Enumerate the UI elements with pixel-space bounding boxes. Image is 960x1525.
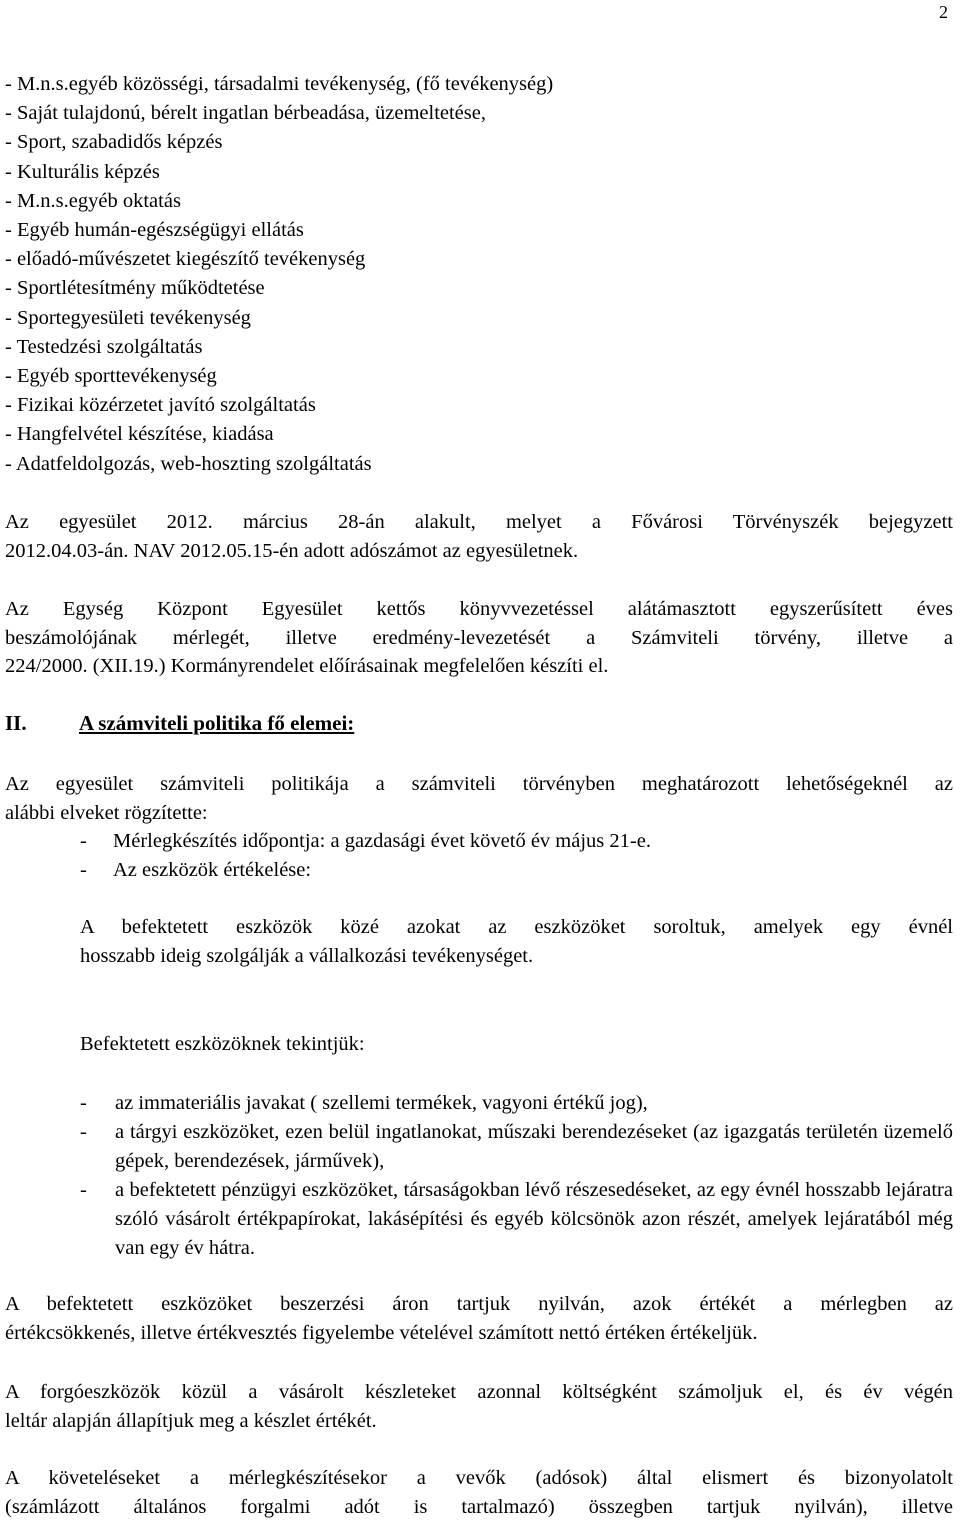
current-assets-paragraph [5, 1378, 953, 1435]
policy-intro [5, 770, 953, 827]
list-item: - Sportegyesületi tevékenység [5, 306, 251, 329]
list-item: - Kulturális képzés [5, 160, 160, 183]
list-item: - Egyéb sporttevékenység [5, 365, 217, 388]
paragraph-line: Az egyesület 2012. március 28-án alakult, melyet a Fővárosi Törvényszék bejegyzett [5, 511, 953, 533]
paragraph-line: A követeléseket a mérlegkészítésekor a vevők (adósok) által elismert és bizonyolatolt [5, 1467, 953, 1489]
receivables-paragraph [5, 1464, 953, 1521]
paragraph-line: hosszabb ideig szolgálják a vállalkozási tevékenységet. [80, 945, 534, 967]
activity-list [5, 70, 553, 479]
list-item [80, 1118, 953, 1176]
list-item: - Fizikai közérzetet javító szolgáltatás [5, 394, 316, 417]
valuation-paragraph [5, 1290, 953, 1347]
list-item [80, 1089, 953, 1118]
section-title: A számviteli politika fő elemei: [79, 711, 355, 735]
list-item-text: Mérlegkészítés időpontja: a gazdasági évet követő év május 21-e. [113, 830, 651, 852]
section-number: II. [5, 711, 27, 735]
paragraph-line: A befektetett eszközök közé azokat az eszközöket soroltuk, amelyek egy évnél [80, 916, 953, 938]
paragraph-line: (számlázott általános forgalmi adót is tartalmazó) összegben tartjuk nyilván), illetve [5, 1495, 953, 1518]
paragraph-line: Az egyesület számviteli politikája a számviteli törvényben meghatározott lehetőségeknél az [5, 773, 953, 795]
list-dash: - [80, 1179, 87, 1201]
list-dash: - [80, 1092, 87, 1114]
list-item [80, 1176, 953, 1263]
list-item: - előadó-művészetet kiegészítő tevékenység [5, 248, 366, 271]
paragraph-line: 224/2000. (XII.19.) Kormányrendelet előírásainak megfelelően készíti el. [5, 655, 609, 677]
section-heading [5, 711, 354, 736]
paragraph-line: leltár alapján állapítjuk meg a készlet értékét. [5, 1409, 377, 1432]
paragraph-line: 2012.04.03-án. NAV 2012.05.15-én adott adószámot az egyesületnek. [5, 539, 579, 562]
list-item-text: a befektetett pénzügyi eszközöket, társaságokban lévő részesedéseket, az egy évnél hosszabb lejáratra szóló vásárolt értékpapírokat, lakásépítési és egyéb kölcsönök azon részét, amelyek lejáratából még van egy év hátra. [115, 1179, 953, 1259]
asset-list [80, 1089, 953, 1263]
list-item: - M.n.s.egyéb oktatás [5, 189, 181, 212]
list-item: - Hangfelvétel készítése, kiadása [5, 423, 274, 446]
paragraph-line: értékcsökkenés, illetve értékvesztés figyelembe vételével számított nettó értéken értékeljük. [5, 1321, 758, 1344]
list-item: - Sport, szabadidős képzés [5, 131, 223, 154]
list-item: - Testedzési szolgáltatás [5, 335, 203, 358]
list-item: - Saját tulajdonú, bérelt ingatlan bérbeadása, üzemeltetése, [5, 102, 486, 125]
list-item-text: Az eszközök értékelése: [113, 859, 312, 881]
list-item: - Sportlétesítmény működtetése [5, 277, 265, 300]
list-dash: - [80, 830, 87, 852]
paragraph-line: alábbi elveket rögzítette: [5, 801, 208, 824]
paragraph-line: Az Egység Központ Egyesület kettős könyvvezetéssel alátámasztott egyszerűsített éves [5, 598, 953, 620]
fixed-assets-definition [80, 913, 953, 971]
list-item [80, 827, 651, 856]
list-item-text: a tárgyi eszközöket, ezen belül ingatlanokat, műszaki berendezéseket (az igazgatás területén üzemelő gépek, berendezések, járművek), [115, 1121, 953, 1172]
list-item: - M.n.s.egyéb közösségi, társadalmi tevékenység, (fő tevékenység) [5, 73, 554, 95]
list-item-text: az immateriális javakat ( szellemi termékek, vagyoni értékű jog), [115, 1092, 648, 1114]
list-item: - Adatfeldolgozás, web-hoszting szolgáltatás [5, 452, 372, 475]
list-item [80, 856, 651, 885]
paragraph-line: A befektetett eszközöket beszerzési áron tartjuk nyilván, azok értékét a mérlegben az [5, 1293, 953, 1315]
list-dash: - [80, 859, 87, 881]
page-number: 2 [939, 2, 948, 22]
fixed-assets-heading: Befektetett eszközöknek tekintjük: [80, 1033, 365, 1055]
founding-paragraph [5, 508, 953, 565]
report-paragraph [5, 595, 953, 681]
list-dash: - [80, 1121, 87, 1143]
policy-items [80, 827, 651, 885]
paragraph-line: A forgóeszközök közül a vásárolt készleteket azonnal költségként számoljuk el, és év végén [5, 1381, 953, 1403]
paragraph-line: beszámolójának mérlegét, illetve eredmény-levezetését a Számviteli törvény, illetve a [5, 626, 953, 649]
list-item: - Egyéb humán-egészségügyi ellátás [5, 219, 304, 242]
